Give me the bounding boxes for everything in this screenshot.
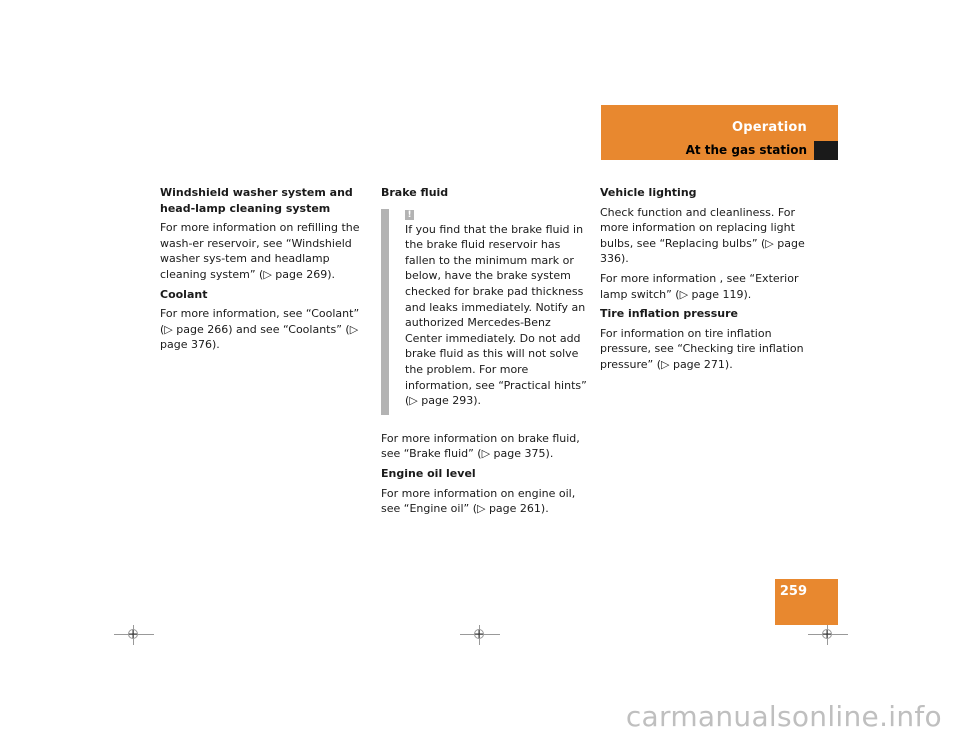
warning-note-text: If you find that the brake fluid in the brake fluid reservoir has fallen to the minimum mark or below, have the brake system checked for brake pad thickness and leaks immediately. Notify an authorized Mercedes-Benz Center immediately. Do not add brake fluid as this will not solve the problem. For more information, see “Practical hints” (▷ page 293).: [405, 222, 587, 408]
subsection-title: At the gas station: [685, 143, 807, 157]
column-middle: [381, 185, 587, 521]
paragraph-lamp-switch: For more information , see “Exterior lamp switch” (▷ page 119).: [600, 271, 799, 301]
registration-mark-right: [808, 625, 848, 645]
crosshair-icon: [822, 629, 832, 639]
heading-vehicle-lighting: Vehicle lighting: [600, 186, 697, 199]
paragraph-engine-oil: For more information on engine oil, see “Engine oil” (▷ page 261).: [381, 486, 576, 516]
heading-tire-pressure: Tire inflation pressure: [600, 307, 738, 321]
registration-mark-left: [114, 625, 154, 645]
column-right: [600, 185, 815, 377]
paragraph-brake-fluid: For more information on brake fluid, see “Brake fluid” (▷ page 375).: [381, 431, 580, 461]
header-tab-marker: [814, 141, 838, 160]
registration-mark-center: [460, 625, 500, 645]
paragraph-washer-system: For more information on refilling the wash-er reservoir, see “Windshield washer sys-tem and headlamp cleaning system” (▷ page 269).: [160, 221, 360, 281]
page-number-box: [775, 579, 838, 625]
section-title: Operation: [731, 120, 807, 135]
crosshair-icon: [128, 629, 138, 639]
watermark: carmanualsonline.info: [625, 700, 942, 733]
heading-engine-oil: Engine oil level: [381, 466, 476, 480]
paragraph-lighting-bulbs: Check function and cleanliness. For more information on replacing light bulbs, see “Replacing bulbs” (▷ page 336).: [600, 205, 805, 266]
paragraph-coolant: For more information, see “Coolant” (▷ page 266) and see “Coolants” (▷ page 376).: [160, 307, 360, 352]
heading-brake-fluid: Brake fluid: [381, 186, 449, 199]
heading-coolant: Coolant: [160, 287, 208, 301]
column-left: [160, 185, 375, 357]
page-number: 259: [779, 584, 807, 599]
warning-icon: !: [405, 210, 414, 220]
section-header: [601, 105, 838, 160]
paragraph-tire-pressure: For information on tire inflation pressure, see “Checking tire inflation pressure” (▷ page 271).: [600, 326, 804, 371]
warning-note: [381, 209, 587, 415]
heading-washer-system: Windshield washer system and head-lamp cleaning system: [160, 186, 353, 215]
crosshair-icon: [474, 629, 484, 639]
